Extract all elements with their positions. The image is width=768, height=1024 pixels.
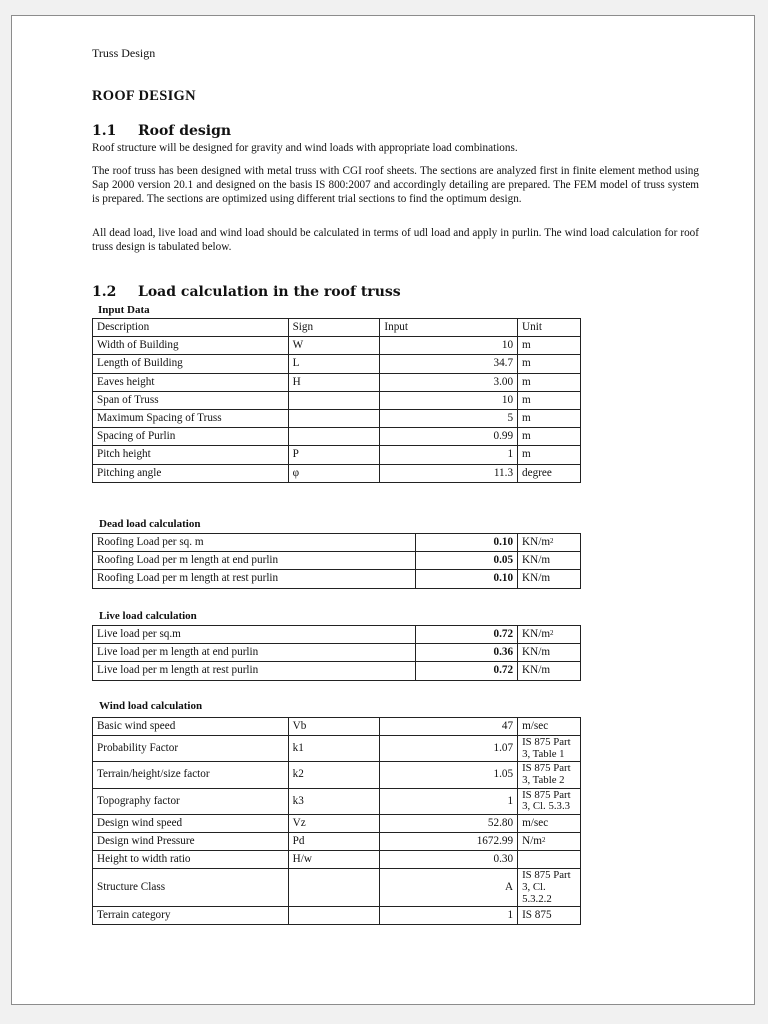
sign-cell: W [288,337,380,355]
table-row [93,662,581,680]
value-cell: 0.10 [416,534,518,552]
table-row [93,832,581,850]
description-cell: Topography factor [93,788,289,814]
unit-cell [518,907,581,925]
sign-cell: k1 [288,736,380,762]
column-header: Description [93,319,289,337]
table-row [93,644,581,662]
value-cell: 10 [380,337,518,355]
column-header: Input [380,319,518,337]
section-1-2-heading [92,284,401,300]
unit-text: KN/m [522,628,551,641]
table-row [93,814,581,832]
unit-cell: m [518,446,581,464]
description-cell: Terrain category [93,907,289,925]
unit-text: N/m [522,835,542,848]
sign-cell: H/w [288,851,380,869]
value-cell: 10 [380,391,518,409]
unit-exponent: 2 [541,836,546,845]
section-number: 1.2 [92,284,117,300]
unit-exponent: 2 [550,629,554,638]
unit-cell [518,552,581,570]
unit-text: IS 875 Part 3, Cl. 5.3.2.2 [522,869,571,905]
description-cell: Maximum Spacing of Truss [93,409,289,427]
table-row [93,869,581,907]
paragraph-1: Roof structure will be designed for gravity and wind loads with appropriate load combinations. [92,142,518,154]
table-row [93,570,581,588]
sign-cell: Vb [288,718,380,736]
paragraph-2: The roof truss has been designed with metal truss with CGI roof sheets. The sections are analyzed first in finite element method using Sap 2000 version 20.1 and designed on the basis IS 800:2007 and accordingly detailing are prepared. The FEM model of truss system is prepared. The sections are optimized using different trial sections to find the optimum design. [92,165,699,206]
dead-load-table [92,533,581,589]
unit-cell [518,534,581,552]
value-cell: 0.36 [416,644,518,662]
value-cell: 3.00 [380,373,518,391]
unit-cell [518,644,581,662]
unit-cell [518,814,581,832]
table-header-row [93,319,581,337]
value-cell: 47 [380,718,518,736]
unit-cell [518,736,581,762]
table-row [93,428,581,446]
description-cell: Design wind Pressure [93,832,289,850]
sign-cell: Pd [288,832,380,850]
unit-text: KN/m [522,646,551,659]
main-title: ROOF DESIGN [92,88,196,104]
unit-cell: m [518,355,581,373]
description-cell: Probability Factor [93,736,289,762]
unit-text: m/sec [522,816,549,829]
page-header: Truss Design [92,46,156,60]
unit-cell [518,851,581,869]
live-load-table [92,625,581,681]
value-cell: 1 [380,788,518,814]
input-data-heading: Input Data [98,304,150,316]
sign-cell: φ [288,464,380,482]
document-page [11,15,755,1005]
value-cell: 1.05 [380,762,518,788]
table-row [93,446,581,464]
table-row [93,851,581,869]
table-row [93,337,581,355]
description-cell: Pitching angle [93,464,289,482]
description-cell: Height to width ratio [93,851,289,869]
unit-cell [518,662,581,680]
unit-cell [518,626,581,644]
sign-cell: H [288,373,380,391]
value-cell: 52.80 [380,814,518,832]
unit-text: IS 875 [522,909,552,922]
wind-load-heading: Wind load calculation [99,700,203,712]
value-cell: 0.72 [416,662,518,680]
unit-cell [518,832,581,850]
unit-cell: m [518,428,581,446]
unit-text: m/sec [522,720,549,733]
paragraph-3: All dead load, live load and wind load should be calculated in terms of udl load and apply in purlin. The wind load calculation for roof truss design is tabulated below. [92,227,699,254]
value-cell: 5 [380,409,518,427]
value-cell: 34.7 [380,355,518,373]
value-cell: 0.05 [416,552,518,570]
sign-cell [288,428,380,446]
unit-text: KN/m [522,554,551,567]
sign-cell: L [288,355,380,373]
sign-cell [288,391,380,409]
unit-cell [518,869,581,907]
table-row [93,409,581,427]
sign-cell [288,869,380,907]
table-row [93,534,581,552]
description-cell: Structure Class [93,869,289,907]
table-row [93,736,581,762]
section-1-1-heading [92,123,231,139]
unit-cell: m [518,337,581,355]
sign-cell [288,907,380,925]
unit-cell: m [518,409,581,427]
value-cell: A [380,869,518,907]
value-cell: 0.72 [416,626,518,644]
description-cell: Roofing Load per m length at rest purlin [93,570,416,588]
description-cell: Terrain/height/size factor [93,762,289,788]
table-row [93,552,581,570]
wind-load-table [92,717,581,925]
sign-cell: k3 [288,788,380,814]
unit-text: IS 875 Part 3, Cl. 5.3.3 [522,788,571,813]
unit-cell [518,718,581,736]
table-row [93,464,581,482]
description-cell: Pitch height [93,446,289,464]
unit-cell: m [518,373,581,391]
description-cell: Design wind speed [93,814,289,832]
value-cell: 0.99 [380,428,518,446]
description-cell: Live load per sq.m [93,626,416,644]
description-cell: Roofing Load per sq. m [93,534,416,552]
description-cell: Width of Building [93,337,289,355]
unit-exponent: 2 [550,537,554,546]
unit-cell [518,570,581,588]
unit-text: IS 875 Part 3, Table 2 [522,762,571,786]
sign-cell [288,409,380,427]
description-cell: Live load per m length at end purlin [93,644,416,662]
sign-cell: Vz [288,814,380,832]
value-cell: 1 [380,446,518,464]
description-cell: Basic wind speed [93,718,289,736]
description-cell: Roofing Load per m length at end purlin [93,552,416,570]
sign-cell: k2 [288,762,380,788]
value-cell: 1.07 [380,736,518,762]
description-cell: Spacing of Purlin [93,428,289,446]
value-cell: 1672.99 [380,832,518,850]
column-header: Unit [518,319,581,337]
unit-cell: degree [518,464,581,482]
value-cell: 1 [380,907,518,925]
description-cell: Eaves height [93,373,289,391]
unit-cell [518,788,581,814]
section-title: Load calculation in the roof truss [138,284,401,300]
section-title: Roof design [138,123,232,139]
value-cell: 0.10 [416,570,518,588]
value-cell: 11.3 [380,464,518,482]
description-cell: Live load per m length at rest purlin [93,662,416,680]
input-data-table [92,318,581,483]
unit-cell [518,762,581,788]
table-row [93,788,581,814]
table-row [93,762,581,788]
unit-text: KN/m [522,572,551,585]
description-cell: Span of Truss [93,391,289,409]
unit-cell: m [518,391,581,409]
unit-text: KN/m [522,664,551,677]
table-row [93,373,581,391]
live-load-heading: Live load calculation [99,610,197,622]
table-row [93,907,581,925]
column-header: Sign [288,319,380,337]
unit-text: IS 875 Part 3, Table 1 [522,736,571,760]
table-row [93,391,581,409]
table-row [93,355,581,373]
table-row [93,626,581,644]
section-number: 1.1 [92,123,117,139]
value-cell: 0.30 [380,851,518,869]
description-cell: Length of Building [93,355,289,373]
sign-cell: P [288,446,380,464]
table-row [93,718,581,736]
unit-text: KN/m [522,536,551,549]
dead-load-heading: Dead load calculation [99,518,201,530]
